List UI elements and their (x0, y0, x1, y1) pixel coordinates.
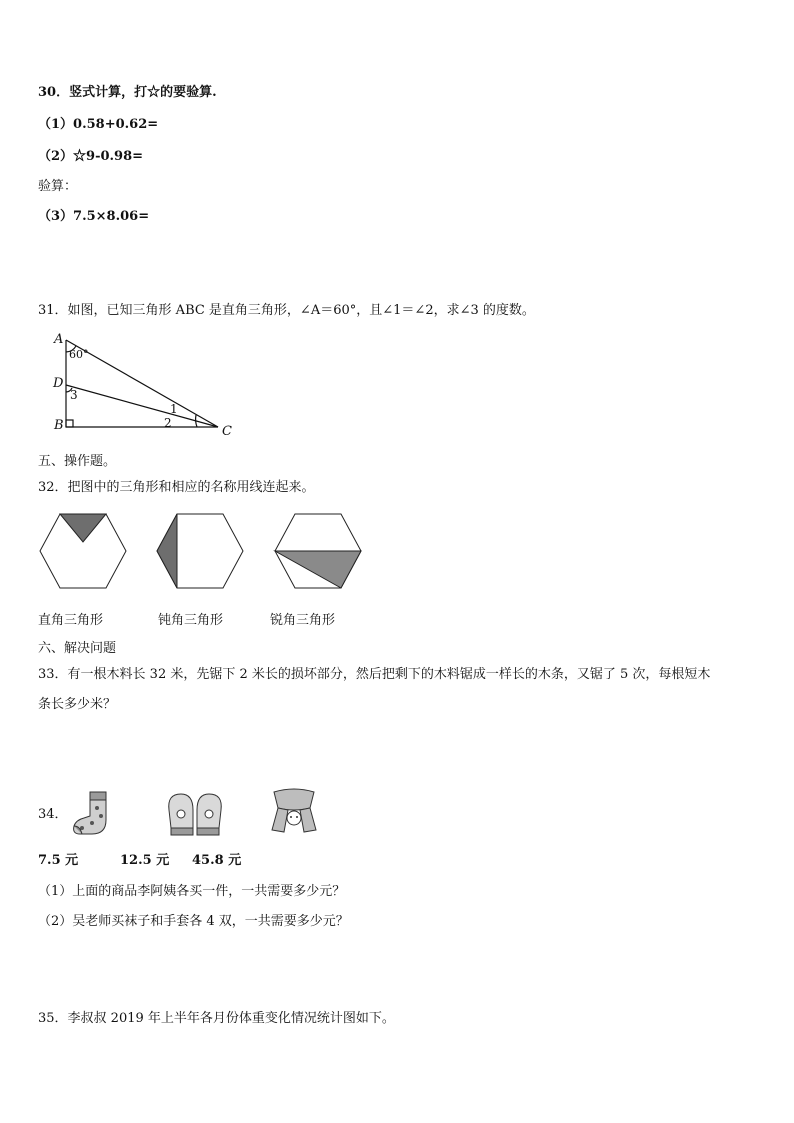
mittens-icon (163, 790, 227, 838)
label-a: A (54, 332, 64, 347)
q34-sub-1: （1）上面的商品李阿姨各买一件，一共需要多少元？ (38, 884, 346, 899)
label-d: D (53, 376, 64, 391)
price-scarf: 45.8 元 (192, 853, 242, 868)
q32-title: 32．把图中的三角形和相应的名称用线连起来。 (38, 480, 315, 495)
section-6-heading: 六、解决问题 (38, 641, 117, 656)
q33-line-1: 33．有一根木料长 32 米，先锯下 2 米长的损坏部分，然后把剩下的木料锯成一样长的木条，又锯了 5 次，每根短木 (38, 667, 711, 682)
label-60deg: 60° (69, 348, 89, 361)
section-5-heading: 五、操作题。 (38, 454, 117, 469)
right-angle-mark (66, 420, 73, 427)
label-b: B (54, 418, 64, 433)
price-mittens: 12.5 元 (120, 853, 170, 868)
hexagon-figure-1 (38, 512, 128, 590)
hexagon-figure-3 (273, 512, 363, 590)
q33-line-2: 条长多少米？ (38, 697, 117, 712)
q30-check-label: 验算： (38, 179, 78, 194)
q34-number: 34． (38, 807, 68, 822)
hexagon-figure-2 (155, 512, 245, 590)
label-c: C (222, 424, 232, 439)
q31-title: 31．如图，已知三角形 ABC 是直角三角形，∠A＝60°，且∠1＝∠2，求∠3 的度数。 (38, 303, 535, 318)
triangle-abc-figure (50, 330, 240, 442)
label-angle-1: 1 (170, 402, 178, 416)
q30-title: 30．竖式计算，打☆的要验算. (38, 85, 217, 100)
q35-title: 35．李叔叔 2019 年上半年各月份体重变化情况统计图如下。 (38, 1011, 395, 1026)
label-angle-3: 3 (70, 388, 78, 402)
q30-item-3: （3）7.5×8.06= (38, 209, 150, 224)
q30-item-1: （1）0.58+0.62= (38, 117, 159, 132)
side-ac (66, 340, 218, 427)
q30-item-2: （2）☆9-0.98= (38, 149, 144, 164)
name-right-triangle: 直角三角形 (38, 613, 104, 628)
q34-sub-2: （2）吴老师买袜子和手套各 4 双，一共需要多少元？ (38, 914, 349, 929)
label-angle-2: 2 (164, 416, 172, 430)
sock-icon (70, 790, 120, 838)
name-acute-triangle: 锐角三角形 (270, 613, 336, 628)
name-obtuse-triangle: 钝角三角形 (158, 613, 224, 628)
scarf-icon (266, 786, 322, 838)
price-sock: 7.5 元 (38, 853, 79, 868)
